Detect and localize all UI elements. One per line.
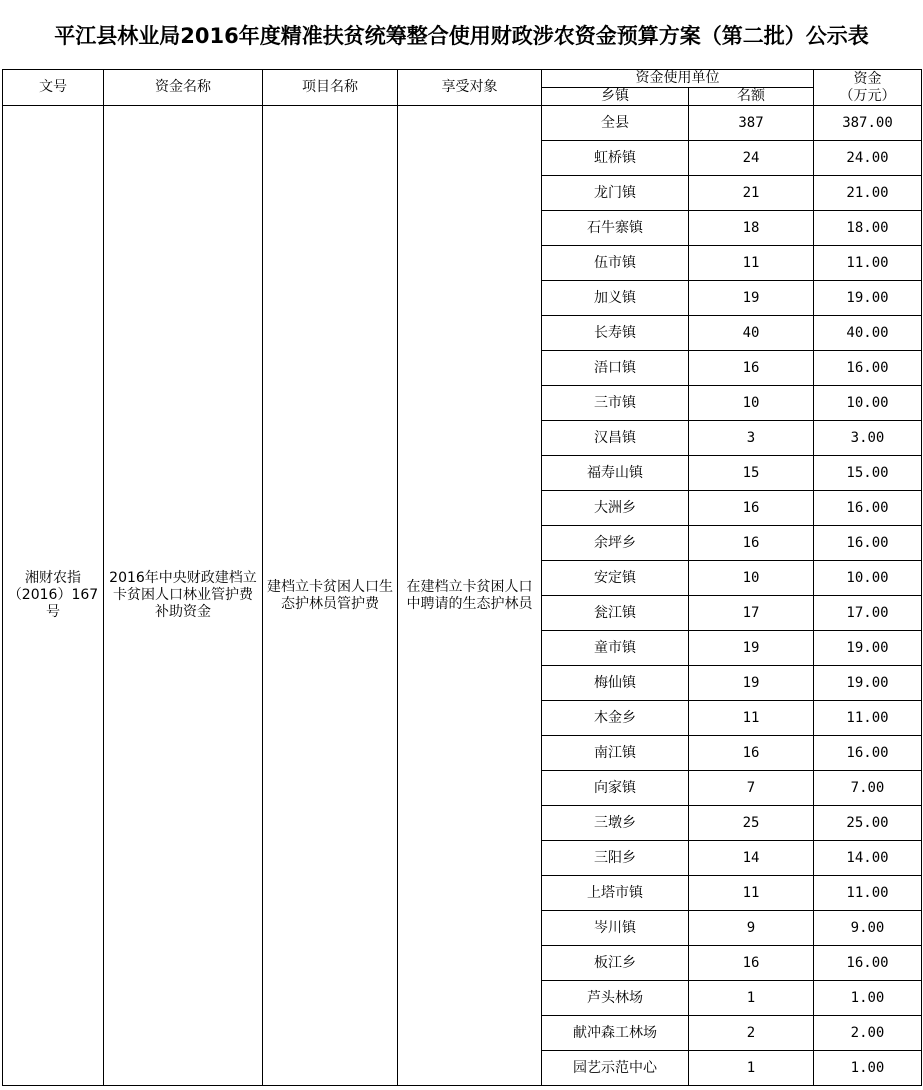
fund-cell: 10.00 <box>814 386 922 421</box>
quota-cell: 2 <box>689 1016 814 1051</box>
fund-cell: 11.00 <box>814 701 922 736</box>
beneficiary-cell: 在建档立卡贫困人口中聘请的生态护林员 <box>398 106 542 1086</box>
quota-cell: 10 <box>689 386 814 421</box>
quota-cell: 19 <box>689 666 814 701</box>
town-cell: 大洲乡 <box>542 491 689 526</box>
quota-cell: 16 <box>689 526 814 561</box>
header-unit-group: 资金使用单位 <box>542 70 814 88</box>
town-cell: 浯口镇 <box>542 351 689 386</box>
quota-cell: 14 <box>689 841 814 876</box>
fund-cell: 14.00 <box>814 841 922 876</box>
town-cell: 瓮江镇 <box>542 596 689 631</box>
town-cell: 加义镇 <box>542 281 689 316</box>
fund-cell: 21.00 <box>814 176 922 211</box>
quota-cell: 16 <box>689 351 814 386</box>
fund-cell: 16.00 <box>814 491 922 526</box>
quota-cell: 17 <box>689 596 814 631</box>
quota-cell: 16 <box>689 491 814 526</box>
fund-cell: 387.00 <box>814 106 922 141</box>
fund-cell: 11.00 <box>814 876 922 911</box>
fund-cell: 16.00 <box>814 351 922 386</box>
page-title: 平江县林业局2016年度精准扶贫统筹整合使用财政涉农资金预算方案（第二批）公示表 <box>54 24 869 48</box>
quota-cell: 9 <box>689 911 814 946</box>
town-cell: 福寿山镇 <box>542 456 689 491</box>
fund-cell: 16.00 <box>814 736 922 771</box>
fund-cell: 3.00 <box>814 421 922 456</box>
town-cell: 长寿镇 <box>542 316 689 351</box>
town-cell: 园艺示范中心 <box>542 1051 689 1086</box>
town-cell: 梅仙镇 <box>542 666 689 701</box>
town-cell: 南江镇 <box>542 736 689 771</box>
fund-cell: 1.00 <box>814 981 922 1016</box>
town-cell: 石牛寨镇 <box>542 211 689 246</box>
quota-cell: 24 <box>689 141 814 176</box>
fund-cell: 19.00 <box>814 666 922 701</box>
quota-cell: 18 <box>689 211 814 246</box>
quota-cell: 15 <box>689 456 814 491</box>
town-cell: 汉昌镇 <box>542 421 689 456</box>
town-cell: 余坪乡 <box>542 526 689 561</box>
quota-cell: 16 <box>689 946 814 981</box>
quota-cell: 25 <box>689 806 814 841</box>
town-cell: 三墩乡 <box>542 806 689 841</box>
fund-cell: 15.00 <box>814 456 922 491</box>
fund-cell: 16.00 <box>814 526 922 561</box>
header-fund-unit: （万元） <box>839 87 896 104</box>
fund-cell: 1.00 <box>814 1051 922 1086</box>
header-fund-label: 资金 <box>853 70 882 87</box>
quota-cell: 16 <box>689 736 814 771</box>
town-cell: 三市镇 <box>542 386 689 421</box>
budget-table <box>2 69 922 1086</box>
fund-name-cell: 2016年中央财政建档立卡贫困人口林业管护费补助资金 <box>104 106 263 1086</box>
fund-cell: 17.00 <box>814 596 922 631</box>
quota-cell: 3 <box>689 421 814 456</box>
town-cell: 伍市镇 <box>542 246 689 281</box>
quota-cell: 11 <box>689 876 814 911</box>
quota-cell: 11 <box>689 246 814 281</box>
header-doc-no: 文号 <box>3 70 104 106</box>
town-cell: 献冲森工林场 <box>542 1016 689 1051</box>
fund-cell: 7.00 <box>814 771 922 806</box>
town-cell: 虹桥镇 <box>542 141 689 176</box>
quota-cell: 40 <box>689 316 814 351</box>
town-cell: 板江乡 <box>542 946 689 981</box>
town-cell: 童市镇 <box>542 631 689 666</box>
quota-cell: 1 <box>689 981 814 1016</box>
fund-cell: 10.00 <box>814 561 922 596</box>
header-row <box>3 70 922 88</box>
town-cell: 龙门镇 <box>542 176 689 211</box>
fund-cell: 9.00 <box>814 911 922 946</box>
town-cell: 三阳乡 <box>542 841 689 876</box>
town-cell: 上塔市镇 <box>542 876 689 911</box>
quota-cell: 10 <box>689 561 814 596</box>
fund-cell: 19.00 <box>814 631 922 666</box>
fund-cell: 2.00 <box>814 1016 922 1051</box>
fund-cell: 16.00 <box>814 946 922 981</box>
header-quota: 名额 <box>689 88 814 106</box>
header-fund <box>814 70 922 106</box>
fund-cell: 24.00 <box>814 141 922 176</box>
quota-cell: 1 <box>689 1051 814 1086</box>
town-cell: 岑川镇 <box>542 911 689 946</box>
header-fund-name: 资金名称 <box>104 70 263 106</box>
quota-cell: 21 <box>689 176 814 211</box>
quota-cell: 19 <box>689 281 814 316</box>
doc-no-cell: 湘财农指（2016）167号 <box>3 106 104 1086</box>
quota-cell: 19 <box>689 631 814 666</box>
fund-cell: 11.00 <box>814 246 922 281</box>
town-cell: 木金乡 <box>542 701 689 736</box>
town-cell: 芦头林场 <box>542 981 689 1016</box>
town-cell: 向家镇 <box>542 771 689 806</box>
quota-cell: 387 <box>689 106 814 141</box>
town-cell: 全县 <box>542 106 689 141</box>
fund-cell: 25.00 <box>814 806 922 841</box>
fund-cell: 18.00 <box>814 211 922 246</box>
project-name-cell: 建档立卡贫困人口生态护林员管护费 <box>263 106 398 1086</box>
table-row <box>3 106 922 141</box>
quota-cell: 7 <box>689 771 814 806</box>
header-beneficiary: 享受对象 <box>398 70 542 106</box>
header-town: 乡镇 <box>542 88 689 106</box>
town-cell: 安定镇 <box>542 561 689 596</box>
fund-cell: 40.00 <box>814 316 922 351</box>
fund-cell: 19.00 <box>814 281 922 316</box>
quota-cell: 11 <box>689 701 814 736</box>
header-project-name: 项目名称 <box>263 70 398 106</box>
